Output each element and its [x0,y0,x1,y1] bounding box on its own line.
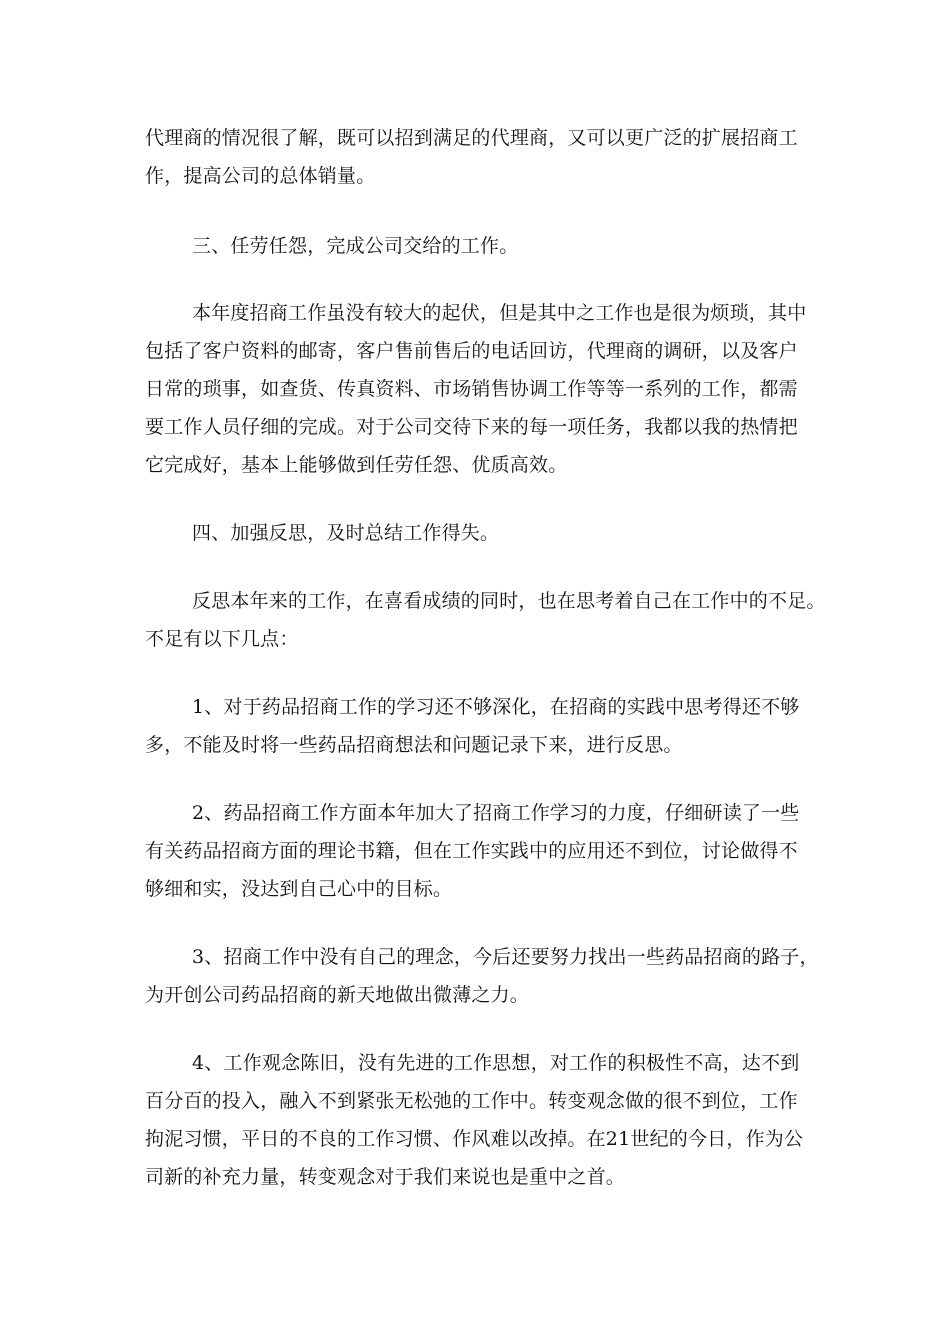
text-line: 不足有以下几点： [145,628,299,650]
list-item-line: 拘泥习惯，平日的不良的工作习惯、作风难以改掉。在21世纪的今日，作为公 [145,1128,804,1150]
text-line: 代理商的情况很了解，既可以招到满足的代理商，又可以更广泛的扩展招商工 [145,127,798,149]
list-item-line: 够细和实，没达到自己心中的目标。 [145,878,453,900]
text-line: 要工作人员仔细的完成。对于公司交待下来的每一项任务，我都以我的热情把 [145,416,798,438]
list-item-line: 司新的补充力量，转变观念对于我们来说也是重中之首。 [145,1166,626,1188]
text-line: 它完成好，基本上能够做到任劳任怨、优质高效。 [145,454,568,476]
list-item-line: 多，不能及时将一些药品招商想法和问题记录下来，进行反思。 [145,734,683,756]
list-item-line: 4、工作观念陈旧，没有先进的工作思想，对工作的积极性不高，达不到 [192,1052,800,1074]
list-item-line: 有关药品招商方面的理论书籍，但在工作实践中的应用还不到位，讨论做得不 [145,840,798,862]
list-item-line: 为开创公司药品招商的新天地做出微薄之力。 [145,984,530,1006]
list-item-line: 百分百的投入，融入不到紧张无松弛的工作中。转变观念做的很不到位，工作 [145,1090,798,1112]
list-item-line: 2、药品招商工作方面本年加大了招商工作学习的力度，仔细研读了一些 [192,802,800,824]
list-item-line: 3、招商工作中没有自己的理念，今后还要努力找出一些药品招商的路子， [192,946,819,968]
text-line: 反思本年来的工作，在喜看成绩的同时，也在思考着自己在工作中的不足。 [192,590,826,612]
text-line: 日常的琐事，如查货、传真资料、市场销售协调工作等等一系列的工作，都需 [145,378,798,400]
list-item-line: 1、对于药品招商工作的学习还不够深化，在招商的实践中思考得还不够 [192,696,800,718]
text-line: 包括了客户资料的邮寄，客户售前售后的电话回访，代理商的调研，以及客户 [145,340,798,362]
text-line: 作，提高公司的总体销量。 [145,165,376,187]
section-heading: 四、加强反思，及时总结工作得失。 [192,522,500,544]
text-line: 本年度招商工作虽没有较大的起伏，但是其中之工作也是很为烦琐，其中 [192,302,807,324]
section-heading: 三、任劳任怨，完成公司交给的工作。 [192,235,519,257]
